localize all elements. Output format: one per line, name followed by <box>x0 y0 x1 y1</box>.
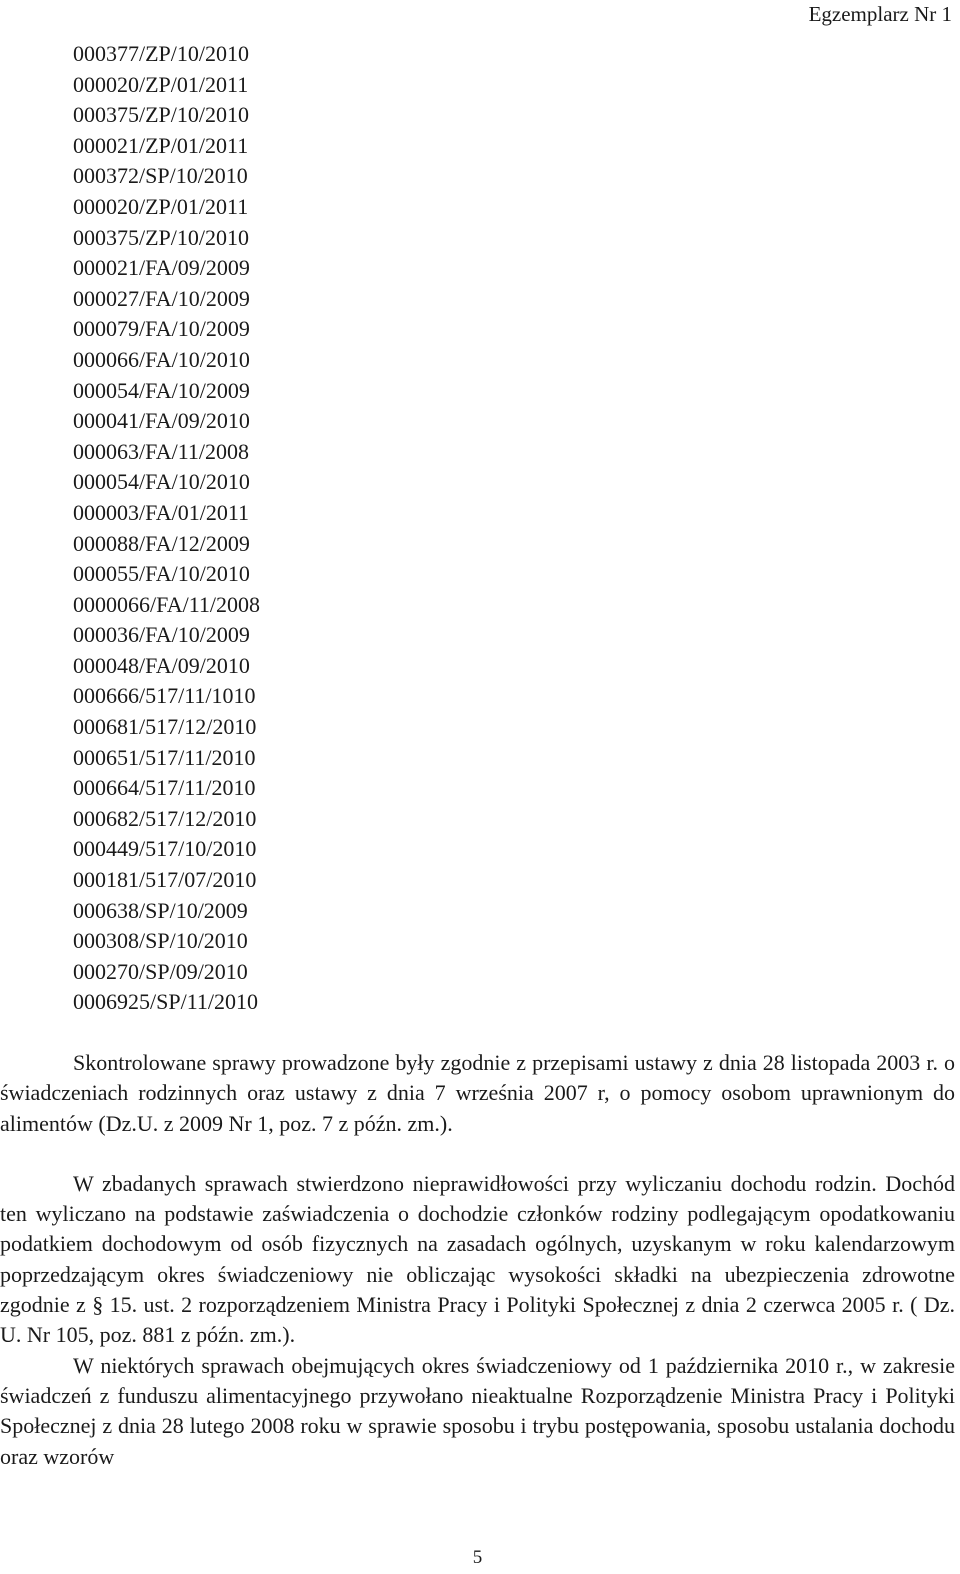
case-number: 000021/FA/09/2009 <box>73 255 250 281</box>
case-number: 000651/517/11/2010 <box>73 744 256 770</box>
case-number-list <box>73 39 260 1018</box>
case-number: 000020/ZP/01/2011 <box>73 71 249 97</box>
paragraph-outdated-regulation: W niektórych sprawach obejmujących okres świadczeniowy od 1 października 2010 r., w zakresie świadczeń z funduszu alimentacyjnego przywołano nieaktualne Rozporządzenie Ministra Pracy i Polityki Społecznej z dnia 28 lutego 2008 roku w sprawie sposobu i trybu postępowania, sposobu ustalania dochodu oraz wzorów <box>0 1352 955 1469</box>
case-number: 000270/SP/09/2010 <box>73 958 248 984</box>
case-number: 000041/FA/09/2010 <box>73 408 250 434</box>
case-number: 000664/517/11/2010 <box>73 775 256 801</box>
case-number: 000181/517/07/2010 <box>73 867 257 893</box>
copy-number-label: Egzemplarz Nr 1 <box>808 2 952 26</box>
case-number: 000449/517/10/2010 <box>73 836 257 862</box>
case-number: 000375/ZP/10/2010 <box>73 102 250 128</box>
case-number: 000027/FA/10/2009 <box>73 285 250 311</box>
case-number: 000066/FA/10/2010 <box>73 346 250 372</box>
page-number: 5 <box>472 1547 483 1568</box>
body-text <box>0 1048 955 1472</box>
case-number: 000638/SP/10/2009 <box>73 897 248 923</box>
case-number: 000308/SP/10/2010 <box>73 928 248 954</box>
case-number: 0006925/SP/11/2010 <box>73 989 258 1015</box>
case-number: 000003/FA/01/2011 <box>73 499 250 525</box>
case-number: 000055/FA/10/2010 <box>73 561 250 587</box>
case-number: 000021/ZP/01/2011 <box>73 132 249 158</box>
paragraph-compliance: Skontrolowane sprawy prowadzone były zgodnie z przepisami ustawy z dnia 28 listopada 2003 r. o świadczeniach rodzinnych oraz ustawy z dnia 7 września 2007 r, o pomocy osobom uprawnionym do alimentów (Dz.U. z 2009 Nr 1, poz. 7 z późn. zm.). <box>0 1050 955 1136</box>
case-number: 000375/ZP/10/2010 <box>73 224 250 250</box>
case-number: 000377/ZP/10/2010 <box>73 41 250 66</box>
case-number: 000681/517/12/2010 <box>73 714 257 740</box>
case-number: 000054/FA/10/2010 <box>73 469 250 495</box>
case-number: 000036/FA/10/2009 <box>73 622 250 648</box>
case-number: 000666/517/11/1010 <box>73 683 256 709</box>
case-number: 000048/FA/09/2010 <box>73 652 250 678</box>
case-number: 000088/FA/12/2009 <box>73 530 250 556</box>
paragraph-irregularities: W zbadanych sprawach stwierdzono nieprawidłowości przy wyliczaniu dochodu rodzin. Dochód ten wyliczano na podstawie zaświadczenia o dochodzie członków rodziny podlegającym opodatkowaniu podatkiem dochodowym od osób fizycznych na zasadach ogólnych, uzyskanym w roku kalendarzowym poprzedzającym okres świadczeniowy nie obliczając wysokości składki na ubezpieczenia zdrowotne zgodnie z § 15. ust. 2 rozporządzeniem Ministra Pracy i Polityki Społecznej z dnia 2 czerwca 2005 r. ( Dz. U. Nr 105, poz. 881 z późn. zm.). <box>0 1170 955 1348</box>
case-number: 000054/FA/10/2009 <box>73 377 250 403</box>
case-number: 0000066/FA/11/2008 <box>73 591 261 617</box>
case-number: 000682/517/12/2010 <box>73 805 257 831</box>
case-number: 000079/FA/10/2009 <box>73 316 250 342</box>
case-number: 000372/SP/10/2010 <box>73 163 248 189</box>
case-number: 000063/FA/11/2008 <box>73 438 250 464</box>
case-number: 000020/ZP/01/2011 <box>73 193 249 219</box>
